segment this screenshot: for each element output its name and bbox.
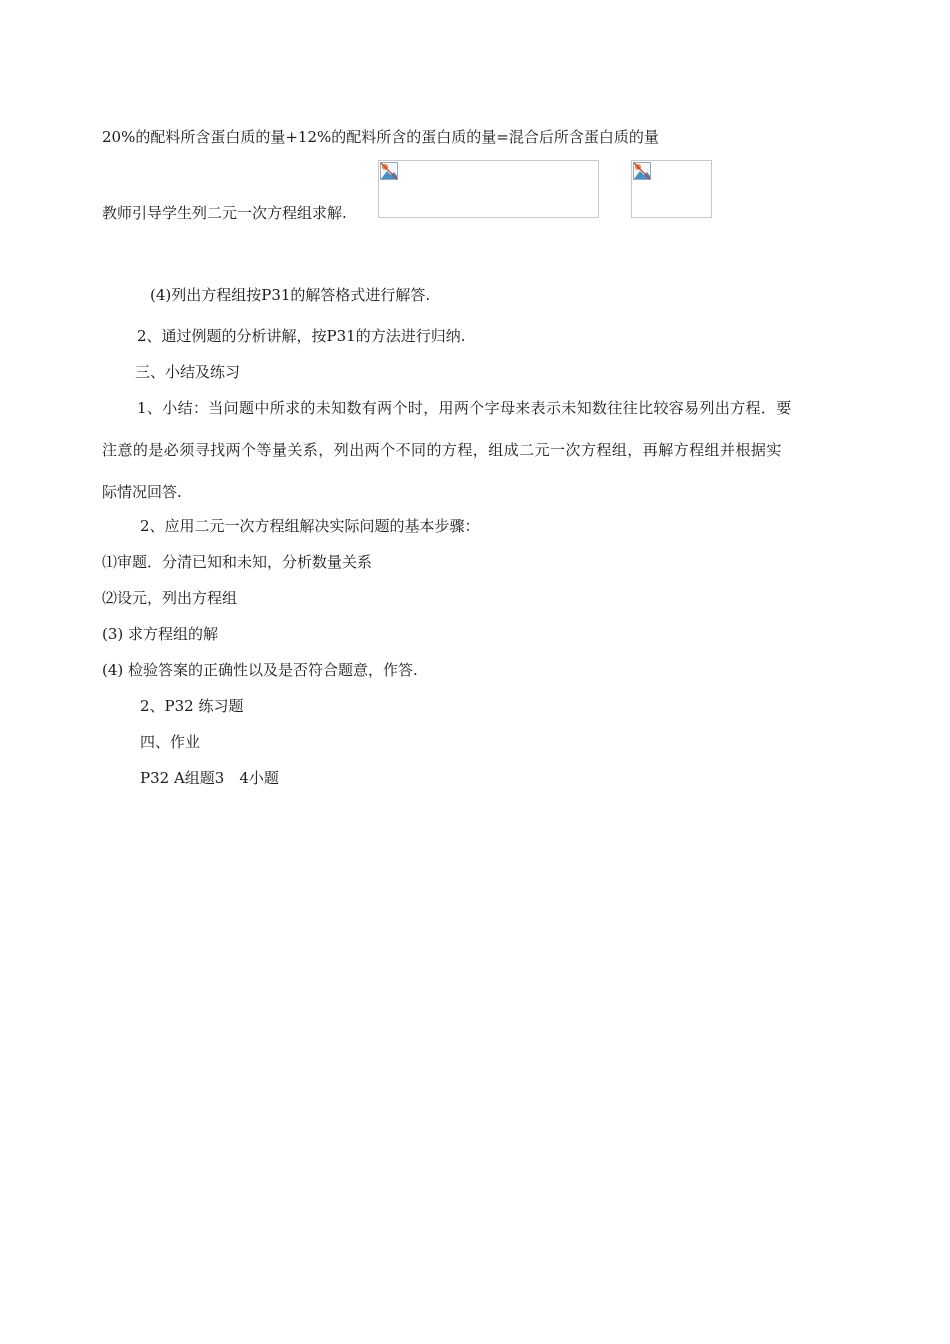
list-item-step-2: ⑵设元，列出方程组 (102, 589, 238, 607)
list-item-step-4: (4) 检验答案的正确性以及是否符合题意，作答. (102, 661, 418, 679)
text-line-practice-problems: 2、P32 练习题 (140, 697, 244, 715)
text-line-summary-2: 注意的是必须寻找两个等量关系，列出两个不同的方程，组成二元一次方程组，再解方程组并根据实 (102, 441, 782, 459)
text-line-summary-1: 1、小结：当问题中所求的未知数有两个时，用两个字母来表示未知数往往比较容易列出方程．要 (137, 399, 792, 417)
list-item-step-1: ⑴审题．分清已知和未知，分析数量关系 (102, 553, 373, 571)
text-line-step-4-solve: (4)列出方程组按P31的解答格式进行解答. (150, 286, 431, 304)
section-heading-homework: 四、作业 (140, 733, 201, 751)
text-line-protein-equation: 20%的配料所含蛋白质的量+12%的配料所含的蛋白质的量=混合后所含蛋白质的量 (102, 128, 659, 146)
text-line-teacher-guides: 教师引导学生列二元一次方程组求解. (102, 204, 347, 222)
section-heading-summary-practice: 三、小结及练习 (135, 363, 241, 381)
broken-image-icon (380, 162, 398, 180)
list-item-step-3: (3) 求方程组的解 (102, 625, 219, 643)
broken-image-icon (633, 162, 651, 180)
text-line-homework-assignment: P32 A组题3 4小题 (140, 769, 279, 787)
text-line-basic-steps: 2、应用二元一次方程组解决实际问题的基本步骤： (140, 517, 480, 535)
equation-image-2 (631, 160, 712, 218)
text-line-summarize-method: 2、通过例题的分析讲解，按P31的方法进行归纳. (137, 327, 466, 345)
equation-image-1 (378, 160, 599, 218)
text-line-summary-3: 际情况回答. (102, 483, 182, 501)
